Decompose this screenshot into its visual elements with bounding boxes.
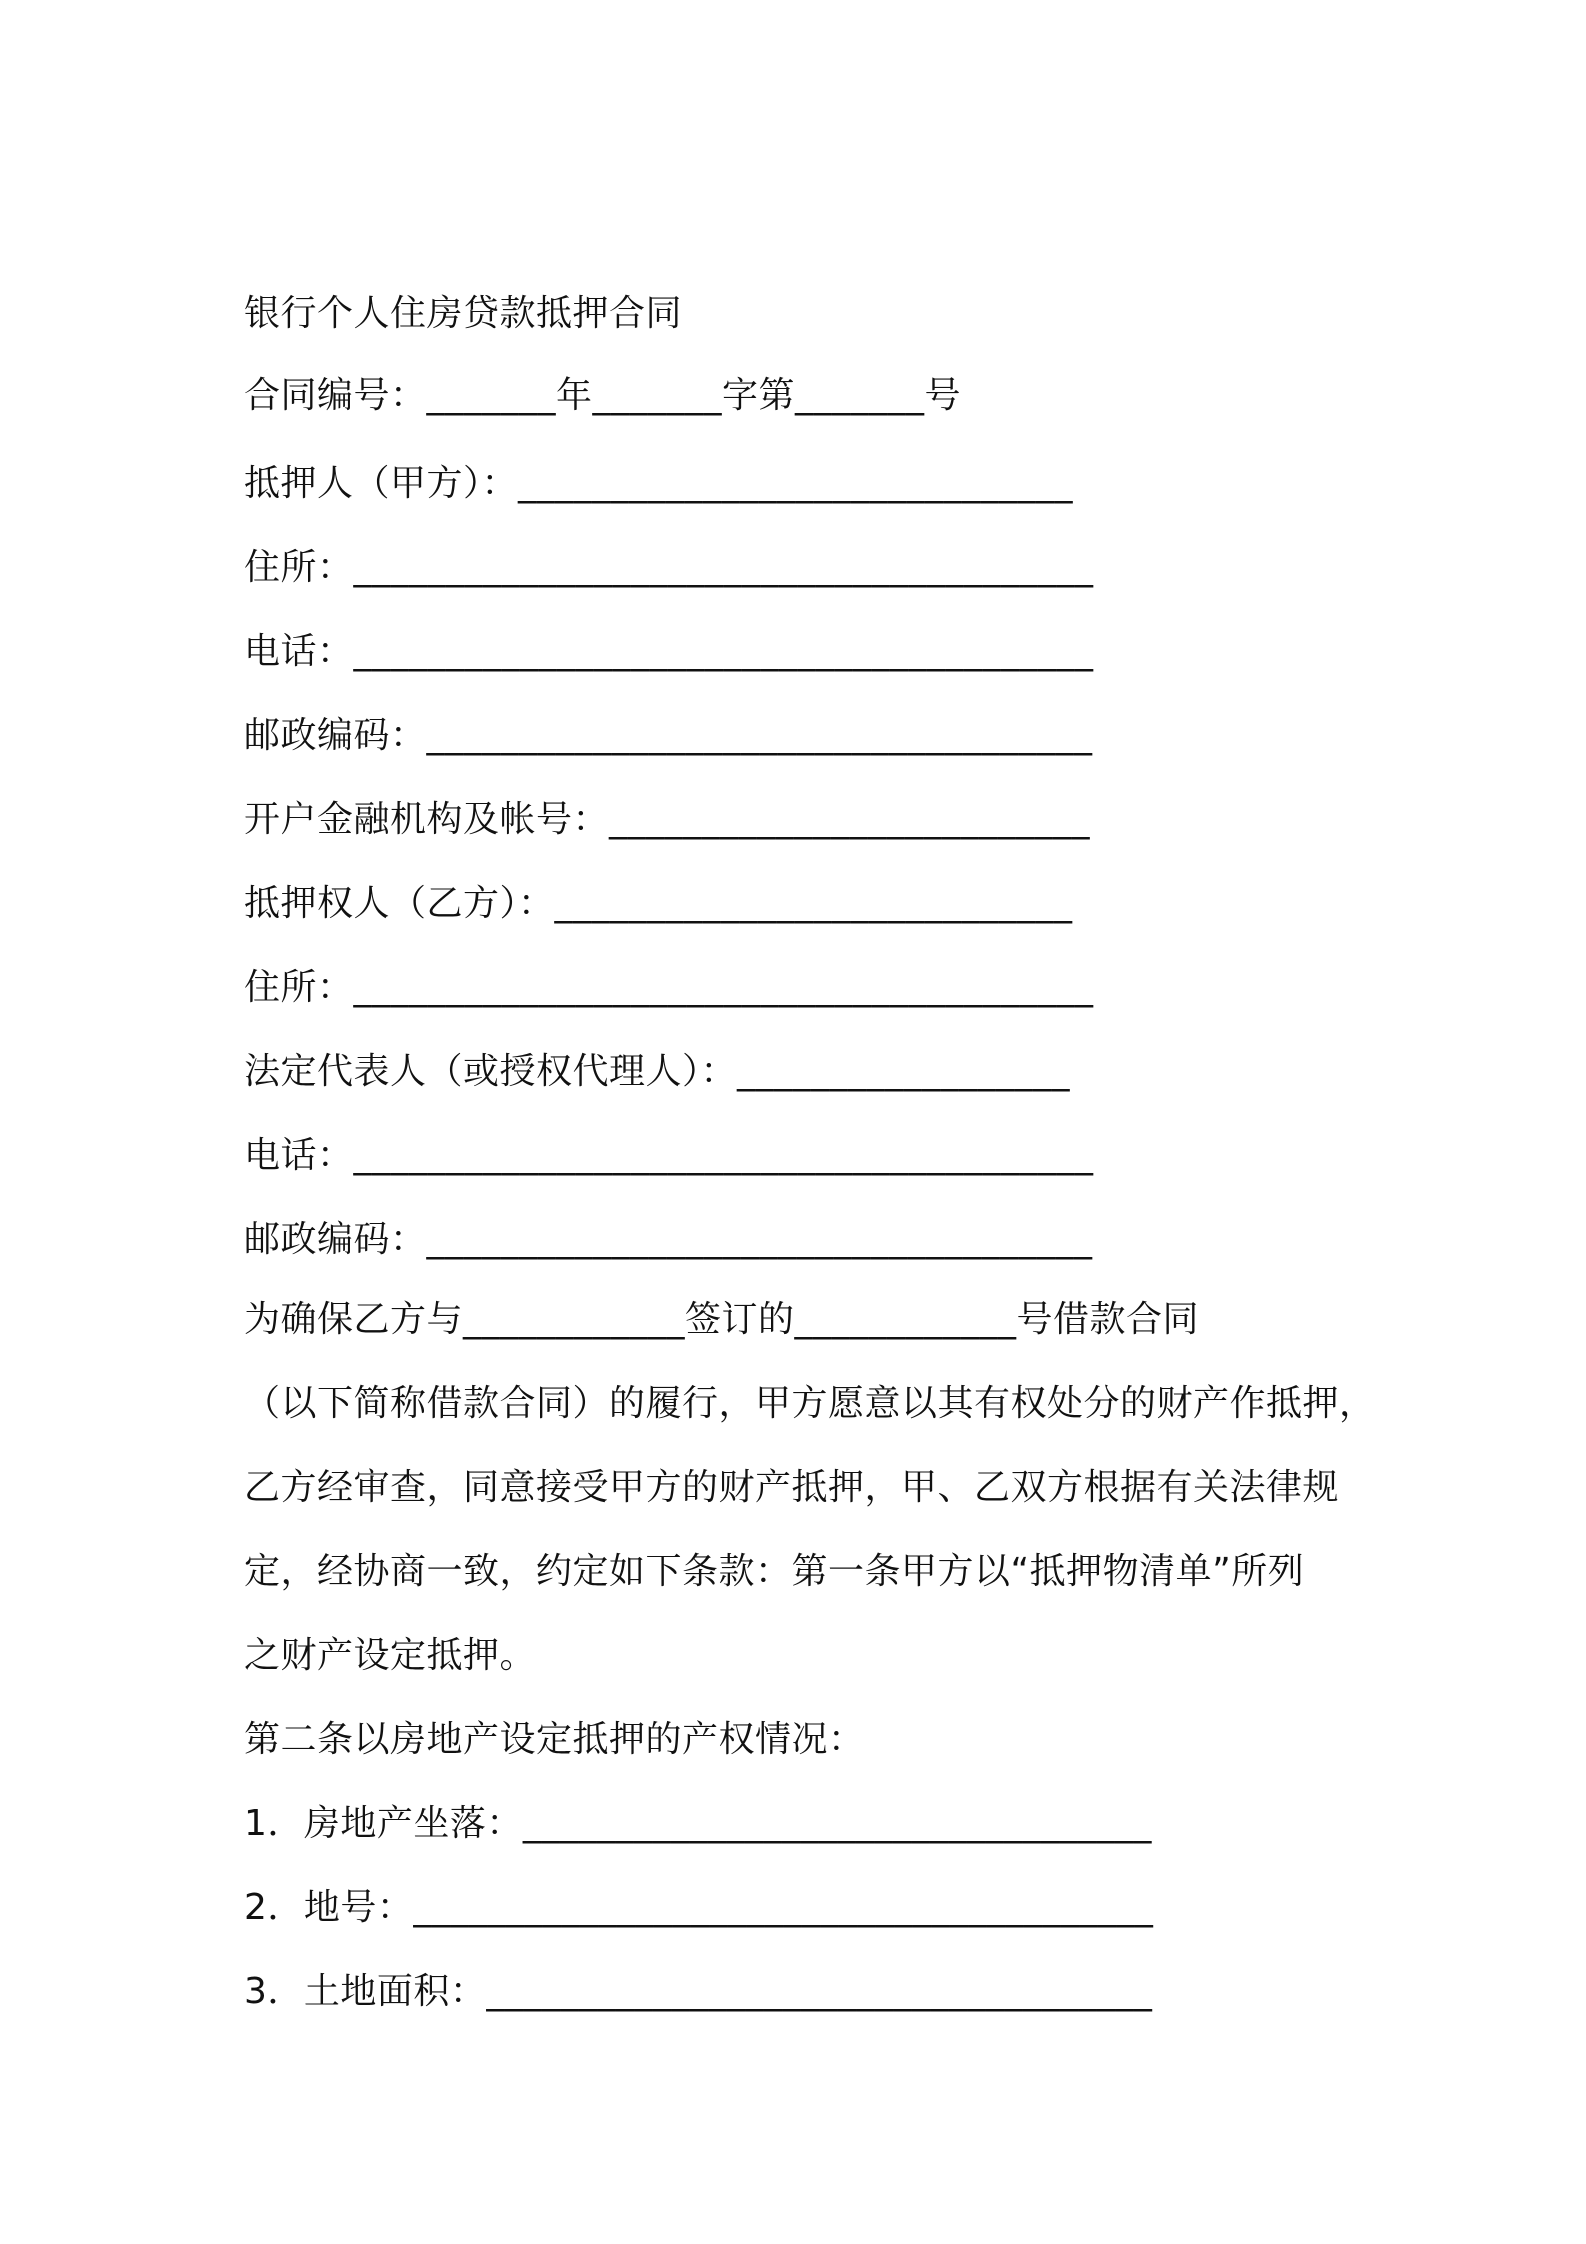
article-two-heading: 第二条以房地产设定抵押的产权情况： [244, 1719, 865, 1760]
mortgagor-postcode-field: 邮政编码：____________________________________ [244, 715, 1093, 756]
body-line: 之财产设定抵押。 [244, 1635, 537, 1676]
contract-number-field: 合同编号：_______年_______字第_______号 [244, 375, 962, 416]
mortgagee-postcode-field: 邮政编码：____________________________________ [244, 1219, 1093, 1260]
body-line: 定，经协商一致，约定如下条款：第一条甲方以“抵押物清单”所列 [244, 1551, 1305, 1592]
mortgagor-phone-field: 电话：________________________________________ [244, 631, 1094, 672]
property-location-field: 1．房地产坐落：__________________________________ [244, 1803, 1152, 1844]
mortgagee-address-field: 住所：________________________________________ [244, 967, 1094, 1008]
mortgagor-address-field: 住所：________________________________________ [244, 547, 1094, 588]
body-line: 乙方经审查，同意接受甲方的财产抵押，甲、乙双方根据有关法律规 [244, 1467, 1340, 1508]
bank-account-field: 开户金融机构及帐号：__________________________ [244, 799, 1091, 840]
document-title: 银行个人住房贷款抵押合同 [244, 293, 683, 334]
mortgagee-field: 抵押权人（乙方）：____________________________ [244, 883, 1073, 924]
mortgagee-phone-field: 电话：________________________________________ [244, 1135, 1094, 1176]
body-line: （以下简称借款合同）的履行，甲方愿意以其有权处分的财产作抵押， [244, 1383, 1376, 1424]
land-number-field: 2．地号：________________________________________ [244, 1887, 1154, 1928]
legal-representative-field: 法定代表人（或授权代理人）：__________________ [244, 1051, 1071, 1092]
mortgagor-field: 抵押人（甲方）：______________________________ [244, 463, 1074, 504]
land-area-field: 3．土地面积：____________________________________ [244, 1971, 1153, 2012]
body-line: 为确保乙方与____________签订的____________号借款合同 [244, 1299, 1200, 1340]
